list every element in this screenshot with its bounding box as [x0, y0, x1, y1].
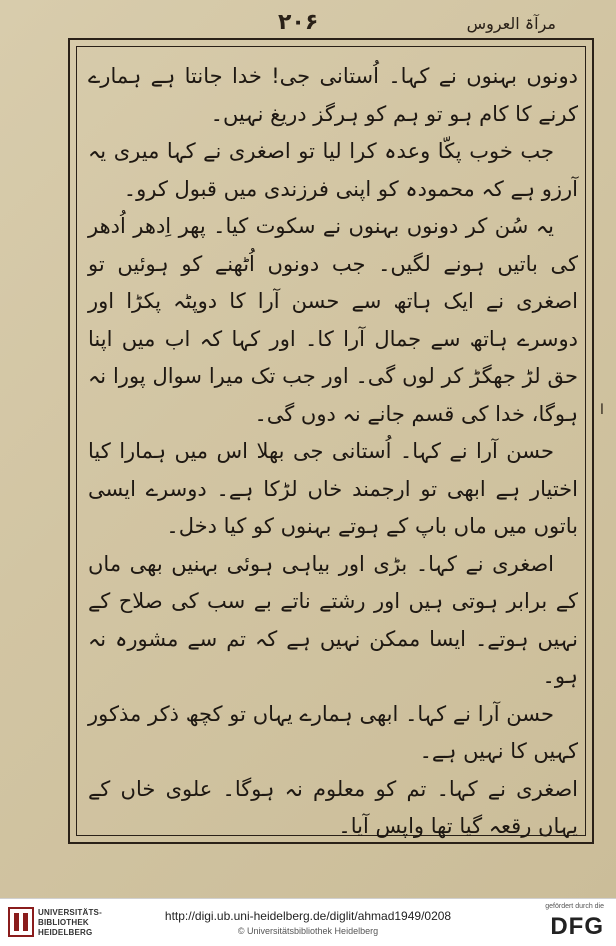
- dfg-logo[interactable]: DFG: [550, 913, 604, 940]
- running-head: [0, 10, 616, 40]
- library-name-line1: UNIVERSITÄTS-: [38, 908, 102, 917]
- margin-mark-icon: ا: [600, 402, 604, 418]
- paragraph-5: اصغری نے کہا۔ بڑی اور بیاہی ہوئی بہنیں بھی ماں کے برابر ہوتی ہیں اور رشتے ناتے بے سب کی صلاح کے نہیں ہوتے۔ ایسا ممکن نہیں ہے کہ تم سے مشورہ نہ ہو۔: [88, 551, 578, 688]
- paragraph-6: حسن آرا نے کہا۔ ابھی ہمارے یہاں تو کچھ ذکر مذکور کہیں کا نہیں ہے۔: [88, 701, 578, 763]
- library-name-line2: BIBLIOTHEK: [38, 918, 89, 927]
- permalink-url[interactable]: http://digi.ub.uni-heidelberg.de/diglit/ahmad1949/0208: [164, 909, 452, 923]
- paragraph-7: اصغری نے کہا۔ تم کو معلوم نہ ہوگا۔ علوی خاں کے یہاں رقعہ گیا تھا واپس آیا۔: [88, 776, 578, 838]
- paragraph-2: جب خوب پکّا وعدہ کرا لیا تو اصغری نے کہا میری یہ آرزو ہے کہ محمودہ کو اپنی فرزندی میں قبول کرو۔: [88, 139, 578, 201]
- page-number: ۲۰۶: [278, 10, 319, 35]
- book-title: مرآۃ العروس: [466, 14, 556, 33]
- funder-label: gefördert durch die: [545, 903, 604, 910]
- body-text: [88, 58, 578, 838]
- paragraph-1: دونوں بہنوں نے کہا۔ اُستانی جی! خدا جانتا ہے ہمارے کرنے کا کام ہو تو ہم کو ہرگز دریغ نہیں۔: [88, 64, 578, 126]
- paragraph-3: یہ سُن کر دونوں بہنوں نے سکوت کیا۔ پھر اِدھر اُدھر کی باتیں ہونے لگیں۔ جب دونوں اُٹھنے کو ہوئیں تو اصغری نے ایک ہاتھ سے حسن آرا کا دوپٹہ پکڑا اور دوسرے ہاتھ سے جمال آرا کا۔ اور کہا کہ اب میں اپنا حق لڑ جھگڑ کر لوں گی۔ اور جب تک میرا سوال پورا نہ ہوگا، خدا کی قسم جانے نہ دوں گی۔: [88, 214, 578, 426]
- viewer-footer: [0, 898, 616, 946]
- paragraph-4: حسن آرا نے کہا۔ اُستانی جی بھلا اس میں ہمارا کیا اختیار ہے ابھی تو ارجمند خاں لڑکا ہے۔ دوسرے ایسی باتوں میں ماں باپ کے ہوتے بہنوں کو کیا دخل۔: [88, 439, 578, 538]
- copyright-notice: © Universitätsbibliothek Heidelberg: [237, 926, 379, 936]
- library-name-line3: HEIDELBERG: [38, 928, 93, 937]
